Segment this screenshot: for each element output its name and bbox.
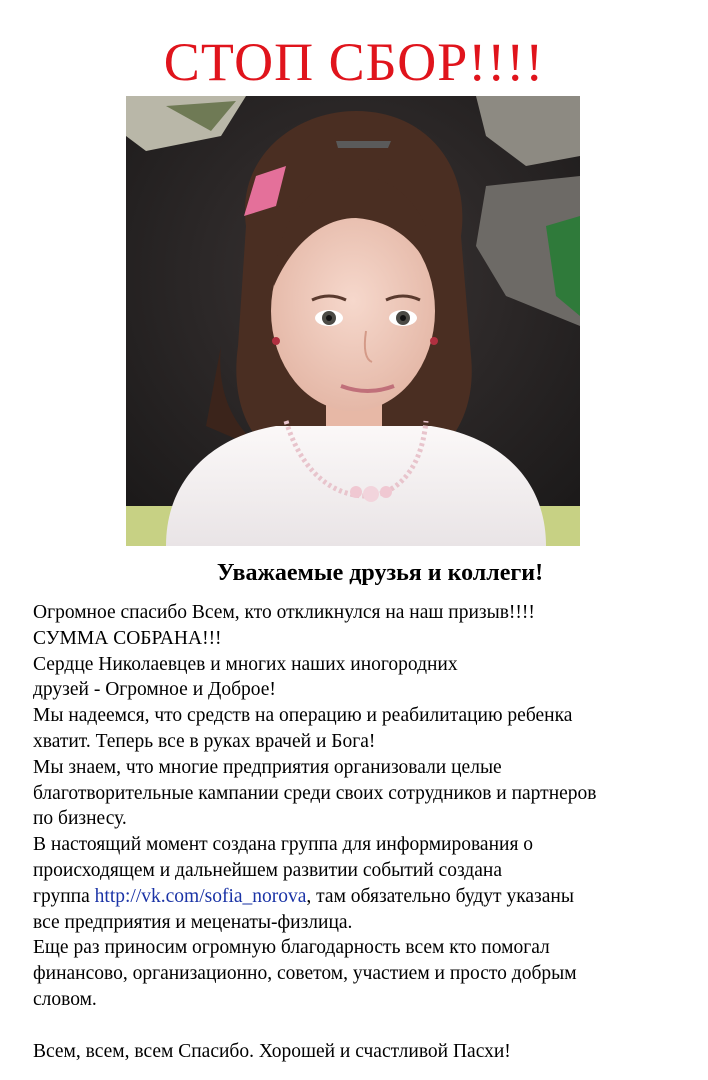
link-line-after: , там обязательно будут указаны	[306, 885, 574, 907]
text-line: благотворительные кампании среди своих сотрудников и партнеров	[33, 782, 597, 804]
text-line: Огромное спасибо Всем, кто откликнулся на наш призыв!!!!	[33, 602, 535, 623]
spacer	[33, 1013, 693, 1039]
portrait-photo	[126, 96, 580, 546]
text-line: происходящем и дальнейшем развитии событий создана	[33, 859, 502, 881]
text-line: Мы знаем, что многие предприятия организовали целые	[33, 756, 502, 778]
text-line: все предприятия и меценаты-физлица.	[33, 911, 353, 933]
greeting-heading: Уважаемые друзья и коллеги!	[216, 560, 544, 586]
text-line: Мы надеемся, что средств на операцию и реабилитацию ребенка	[33, 705, 573, 727]
closing-line: Всем, всем, всем Спасибо. Хорошей и счастливой Пасхи!	[33, 1040, 511, 1062]
headline: СТОП СБОР!!!!	[163, 32, 545, 92]
text-line: СУММА СОБРАНА!!!	[33, 627, 222, 649]
text-line: Сердце Николаевцев и многих наших иногородних	[33, 653, 458, 675]
text-line: финансово, организационно, советом, участием и просто добрым	[33, 963, 577, 985]
link-line	[33, 884, 693, 910]
message-body	[33, 600, 693, 1064]
text-line: друзей - Огромное и Доброе!	[33, 679, 276, 701]
text-line: словом.	[33, 988, 97, 1010]
text-line: Еще раз приносим огромную благодарность всем кто помогал	[33, 937, 550, 959]
text-line: по бизнесу.	[33, 808, 127, 830]
link-line-before: группа	[33, 885, 95, 907]
text-line: хватит. Теперь все в руках врачей и Бога!	[33, 730, 376, 752]
vk-group-link[interactable]: http://vk.com/sofia_norova	[94, 885, 307, 907]
text-line: В настоящий момент создана группа для информирования о	[33, 834, 534, 856]
